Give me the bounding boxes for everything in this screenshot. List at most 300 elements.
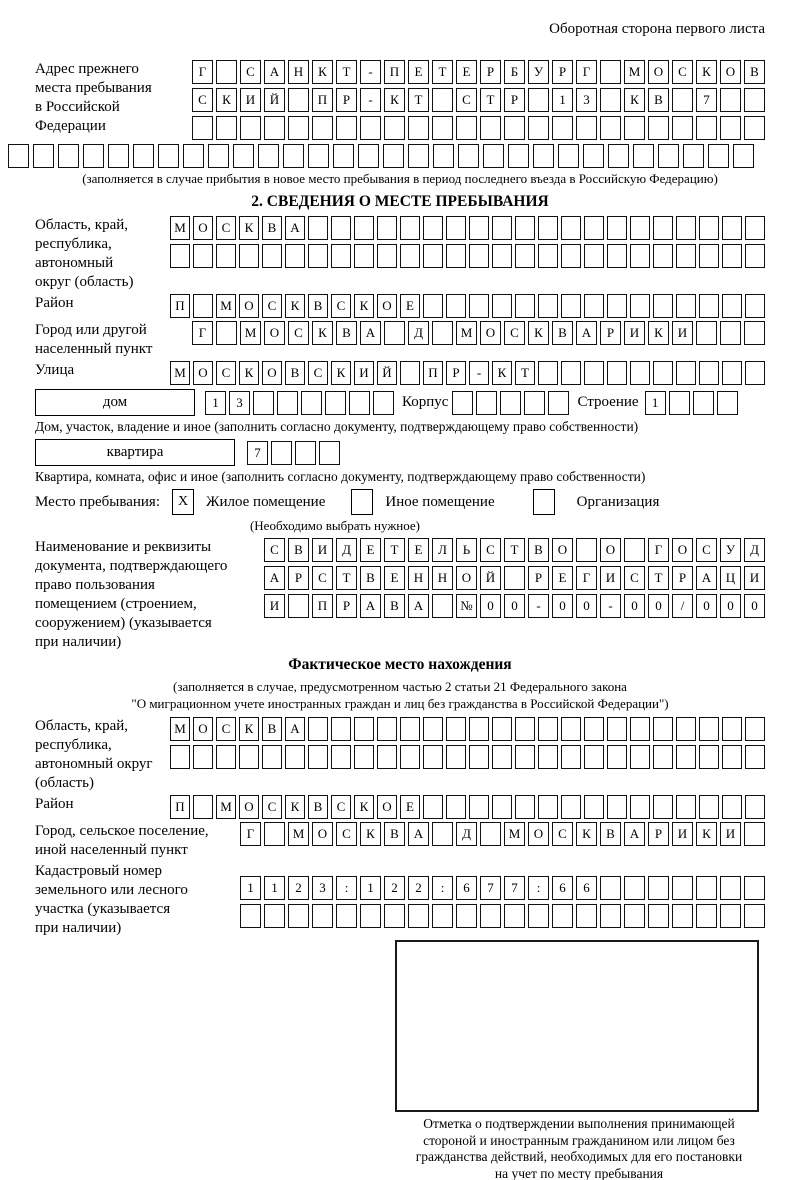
- char-cell[interactable]: Ц: [720, 566, 741, 590]
- char-cell[interactable]: [216, 244, 236, 268]
- char-cell[interactable]: Н: [288, 60, 309, 84]
- char-cell[interactable]: 1: [264, 876, 285, 900]
- char-cell[interactable]: [492, 244, 512, 268]
- char-cell[interactable]: В: [308, 294, 328, 318]
- char-cell[interactable]: Т: [648, 566, 669, 590]
- char-cell[interactable]: [722, 795, 742, 819]
- char-cell[interactable]: С: [696, 538, 717, 562]
- char-cell[interactable]: [515, 745, 535, 769]
- char-cell[interactable]: [696, 904, 717, 928]
- char-cell[interactable]: -: [360, 60, 381, 84]
- char-cell[interactable]: И: [354, 361, 374, 385]
- char-cell[interactable]: [676, 795, 696, 819]
- char-cell[interactable]: [538, 244, 558, 268]
- char-cell[interactable]: [400, 745, 420, 769]
- char-cell[interactable]: К: [285, 795, 305, 819]
- char-cell[interactable]: [600, 116, 621, 140]
- char-cell[interactable]: [492, 745, 512, 769]
- char-cell[interactable]: У: [720, 538, 741, 562]
- char-cell[interactable]: [446, 795, 466, 819]
- char-cell[interactable]: [653, 795, 673, 819]
- char-cell[interactable]: [676, 216, 696, 240]
- char-cell[interactable]: [423, 244, 443, 268]
- stay-type-checkbox-other[interactable]: [351, 489, 373, 515]
- char-cell[interactable]: [624, 538, 645, 562]
- char-cell[interactable]: О: [720, 60, 741, 84]
- char-cell[interactable]: [469, 294, 489, 318]
- char-cell[interactable]: [239, 745, 259, 769]
- char-cell[interactable]: [744, 876, 765, 900]
- char-cell[interactable]: [331, 216, 351, 240]
- char-cell[interactable]: [630, 294, 650, 318]
- char-cell[interactable]: [744, 116, 765, 140]
- char-cell[interactable]: [708, 144, 729, 168]
- char-cell[interactable]: 0: [552, 594, 573, 618]
- char-cell[interactable]: М: [216, 294, 236, 318]
- char-cell[interactable]: [600, 88, 621, 112]
- char-cell[interactable]: И: [672, 321, 693, 345]
- char-cell[interactable]: [528, 88, 549, 112]
- char-cell[interactable]: [696, 876, 717, 900]
- char-cell[interactable]: [446, 244, 466, 268]
- prev-address-row-3[interactable]: [192, 116, 765, 140]
- char-cell[interactable]: [264, 822, 285, 846]
- char-cell[interactable]: [538, 216, 558, 240]
- char-cell[interactable]: К: [696, 60, 717, 84]
- char-cell[interactable]: [745, 216, 765, 240]
- char-cell[interactable]: Г: [648, 538, 669, 562]
- char-cell[interactable]: [515, 244, 535, 268]
- char-cell[interactable]: В: [308, 795, 328, 819]
- char-cell[interactable]: [423, 795, 443, 819]
- char-cell[interactable]: С: [456, 88, 477, 112]
- char-cell[interactable]: [624, 904, 645, 928]
- char-cell[interactable]: С: [308, 361, 328, 385]
- char-cell[interactable]: М: [170, 216, 190, 240]
- char-cell[interactable]: [576, 116, 597, 140]
- char-cell[interactable]: [8, 144, 29, 168]
- char-cell[interactable]: [208, 144, 229, 168]
- region-row-1[interactable]: [170, 216, 765, 240]
- char-cell[interactable]: А: [696, 566, 717, 590]
- char-cell[interactable]: [193, 244, 213, 268]
- char-cell[interactable]: [383, 144, 404, 168]
- char-cell[interactable]: [699, 745, 719, 769]
- char-cell[interactable]: [170, 745, 190, 769]
- char-cell[interactable]: [653, 244, 673, 268]
- char-cell[interactable]: Н: [432, 566, 453, 590]
- char-cell[interactable]: [608, 144, 629, 168]
- char-cell[interactable]: В: [285, 361, 305, 385]
- char-cell[interactable]: 6: [456, 876, 477, 900]
- char-cell[interactable]: [648, 876, 669, 900]
- char-cell[interactable]: [283, 144, 304, 168]
- char-cell[interactable]: К: [576, 822, 597, 846]
- char-cell[interactable]: 3: [312, 876, 333, 900]
- char-cell[interactable]: [576, 904, 597, 928]
- char-cell[interactable]: [693, 391, 714, 415]
- char-cell[interactable]: О: [648, 60, 669, 84]
- char-cell[interactable]: [630, 745, 650, 769]
- char-cell[interactable]: [538, 717, 558, 741]
- actual-region-row-1[interactable]: [170, 717, 765, 741]
- char-cell[interactable]: [607, 361, 627, 385]
- char-cell[interactable]: В: [528, 538, 549, 562]
- char-cell[interactable]: [538, 361, 558, 385]
- char-cell[interactable]: [400, 361, 420, 385]
- char-cell[interactable]: [653, 216, 673, 240]
- char-cell[interactable]: [500, 391, 521, 415]
- char-cell[interactable]: [264, 904, 285, 928]
- char-cell[interactable]: -: [528, 594, 549, 618]
- char-cell[interactable]: [552, 116, 573, 140]
- stay-type-checkbox-organization[interactable]: [533, 489, 555, 515]
- korpus-cells[interactable]: [452, 391, 569, 415]
- prev-address-row-1[interactable]: [192, 60, 765, 84]
- char-cell[interactable]: С: [331, 795, 351, 819]
- char-cell[interactable]: [193, 745, 213, 769]
- char-cell[interactable]: [561, 717, 581, 741]
- char-cell[interactable]: [456, 116, 477, 140]
- char-cell[interactable]: [653, 717, 673, 741]
- char-cell[interactable]: К: [354, 294, 374, 318]
- char-cell[interactable]: [312, 904, 333, 928]
- char-cell[interactable]: [676, 361, 696, 385]
- char-cell[interactable]: [722, 216, 742, 240]
- char-cell[interactable]: [308, 745, 328, 769]
- char-cell[interactable]: О: [193, 216, 213, 240]
- char-cell[interactable]: К: [216, 88, 237, 112]
- char-cell[interactable]: [333, 144, 354, 168]
- char-cell[interactable]: Т: [336, 60, 357, 84]
- char-cell[interactable]: 6: [552, 876, 573, 900]
- char-cell[interactable]: -: [469, 361, 489, 385]
- char-cell[interactable]: [515, 717, 535, 741]
- char-cell[interactable]: [331, 745, 351, 769]
- char-cell[interactable]: И: [312, 538, 333, 562]
- char-cell[interactable]: Е: [552, 566, 573, 590]
- char-cell[interactable]: Р: [288, 566, 309, 590]
- char-cell[interactable]: Р: [446, 361, 466, 385]
- char-cell[interactable]: С: [240, 60, 261, 84]
- char-cell[interactable]: [384, 321, 405, 345]
- char-cell[interactable]: [288, 116, 309, 140]
- char-cell[interactable]: С: [504, 321, 525, 345]
- char-cell[interactable]: [377, 717, 397, 741]
- char-cell[interactable]: [288, 904, 309, 928]
- char-cell[interactable]: [469, 216, 489, 240]
- char-cell[interactable]: В: [552, 321, 573, 345]
- char-cell[interactable]: Р: [552, 60, 573, 84]
- char-cell[interactable]: -: [600, 594, 621, 618]
- char-cell[interactable]: Т: [515, 361, 535, 385]
- char-cell[interactable]: [696, 321, 717, 345]
- char-cell[interactable]: [561, 294, 581, 318]
- char-cell[interactable]: Р: [504, 88, 525, 112]
- char-cell[interactable]: :: [336, 876, 357, 900]
- char-cell[interactable]: С: [624, 566, 645, 590]
- char-cell[interactable]: [240, 904, 261, 928]
- char-cell[interactable]: [432, 822, 453, 846]
- char-cell[interactable]: [480, 116, 501, 140]
- char-cell[interactable]: [216, 321, 237, 345]
- char-cell[interactable]: [561, 216, 581, 240]
- prev-address-row-2[interactable]: [192, 88, 765, 112]
- char-cell[interactable]: Р: [672, 566, 693, 590]
- char-cell[interactable]: О: [193, 361, 213, 385]
- char-cell[interactable]: Г: [240, 822, 261, 846]
- char-cell[interactable]: С: [336, 822, 357, 846]
- char-cell[interactable]: К: [312, 321, 333, 345]
- char-cell[interactable]: [133, 144, 154, 168]
- char-cell[interactable]: [308, 244, 328, 268]
- char-cell[interactable]: У: [528, 60, 549, 84]
- char-cell[interactable]: С: [264, 538, 285, 562]
- char-cell[interactable]: [744, 822, 765, 846]
- char-cell[interactable]: Е: [360, 538, 381, 562]
- char-cell[interactable]: К: [239, 361, 259, 385]
- char-cell[interactable]: [312, 116, 333, 140]
- char-cell[interactable]: [722, 717, 742, 741]
- char-cell[interactable]: [423, 294, 443, 318]
- char-cell[interactable]: П: [170, 294, 190, 318]
- char-cell[interactable]: [446, 294, 466, 318]
- char-cell[interactable]: [745, 717, 765, 741]
- char-cell[interactable]: Д: [456, 822, 477, 846]
- char-cell[interactable]: [561, 244, 581, 268]
- char-cell[interactable]: С: [216, 361, 236, 385]
- char-cell[interactable]: 3: [576, 88, 597, 112]
- char-cell[interactable]: [253, 391, 274, 415]
- char-cell[interactable]: Р: [600, 321, 621, 345]
- char-cell[interactable]: [469, 795, 489, 819]
- char-cell[interactable]: [301, 391, 322, 415]
- char-cell[interactable]: [258, 144, 279, 168]
- char-cell[interactable]: Т: [432, 60, 453, 84]
- char-cell[interactable]: Т: [408, 88, 429, 112]
- char-cell[interactable]: [600, 60, 621, 84]
- char-cell[interactable]: 1: [205, 391, 226, 415]
- char-cell[interactable]: С: [552, 822, 573, 846]
- char-cell[interactable]: М: [288, 822, 309, 846]
- street-row[interactable]: [170, 361, 765, 385]
- char-cell[interactable]: [408, 144, 429, 168]
- char-cell[interactable]: [469, 745, 489, 769]
- char-cell[interactable]: О: [262, 361, 282, 385]
- char-cell[interactable]: [476, 391, 497, 415]
- char-cell[interactable]: В: [648, 88, 669, 112]
- char-cell[interactable]: Й: [377, 361, 397, 385]
- char-cell[interactable]: [384, 116, 405, 140]
- char-cell[interactable]: И: [744, 566, 765, 590]
- char-cell[interactable]: Н: [408, 566, 429, 590]
- char-cell[interactable]: С: [672, 60, 693, 84]
- char-cell[interactable]: 1: [360, 876, 381, 900]
- char-cell[interactable]: [349, 391, 370, 415]
- char-cell[interactable]: 7: [504, 876, 525, 900]
- char-cell[interactable]: [271, 441, 292, 465]
- char-cell[interactable]: [469, 717, 489, 741]
- char-cell[interactable]: [720, 876, 741, 900]
- char-cell[interactable]: В: [600, 822, 621, 846]
- char-cell[interactable]: П: [423, 361, 443, 385]
- char-cell[interactable]: [745, 745, 765, 769]
- char-cell[interactable]: С: [216, 717, 236, 741]
- char-cell[interactable]: [423, 717, 443, 741]
- char-cell[interactable]: С: [262, 795, 282, 819]
- char-cell[interactable]: [584, 795, 604, 819]
- char-cell[interactable]: 2: [288, 876, 309, 900]
- char-cell[interactable]: [360, 116, 381, 140]
- char-cell[interactable]: 2: [408, 876, 429, 900]
- char-cell[interactable]: [699, 795, 719, 819]
- char-cell[interactable]: [319, 441, 340, 465]
- char-cell[interactable]: К: [331, 361, 351, 385]
- char-cell[interactable]: 0: [576, 594, 597, 618]
- char-cell[interactable]: [699, 244, 719, 268]
- char-cell[interactable]: [504, 116, 525, 140]
- char-cell[interactable]: М: [504, 822, 525, 846]
- char-cell[interactable]: [648, 904, 669, 928]
- char-cell[interactable]: 0: [696, 594, 717, 618]
- char-cell[interactable]: А: [576, 321, 597, 345]
- char-cell[interactable]: С: [312, 566, 333, 590]
- char-cell[interactable]: [576, 538, 597, 562]
- char-cell[interactable]: 1: [552, 88, 573, 112]
- stroenie-cells[interactable]: [645, 391, 738, 415]
- char-cell[interactable]: В: [744, 60, 765, 84]
- char-cell[interactable]: К: [239, 216, 259, 240]
- char-cell[interactable]: [699, 361, 719, 385]
- char-cell[interactable]: [433, 144, 454, 168]
- char-cell[interactable]: [658, 144, 679, 168]
- region-row-2[interactable]: [170, 244, 765, 268]
- char-cell[interactable]: О: [239, 795, 259, 819]
- char-cell[interactable]: [308, 216, 328, 240]
- char-cell[interactable]: О: [456, 566, 477, 590]
- char-cell[interactable]: [722, 745, 742, 769]
- char-cell[interactable]: [216, 116, 237, 140]
- char-cell[interactable]: Г: [576, 566, 597, 590]
- char-cell[interactable]: К: [648, 321, 669, 345]
- char-cell[interactable]: В: [262, 216, 282, 240]
- char-cell[interactable]: Р: [336, 88, 357, 112]
- char-cell[interactable]: [584, 294, 604, 318]
- char-cell[interactable]: [699, 216, 719, 240]
- char-cell[interactable]: А: [285, 717, 305, 741]
- char-cell[interactable]: Б: [504, 60, 525, 84]
- char-cell[interactable]: [699, 717, 719, 741]
- char-cell[interactable]: С: [216, 216, 236, 240]
- char-cell[interactable]: [400, 244, 420, 268]
- char-cell[interactable]: И: [720, 822, 741, 846]
- char-cell[interactable]: [358, 144, 379, 168]
- char-cell[interactable]: [108, 144, 129, 168]
- char-cell[interactable]: О: [193, 717, 213, 741]
- char-cell[interactable]: [432, 594, 453, 618]
- char-cell[interactable]: [336, 904, 357, 928]
- char-cell[interactable]: [583, 144, 604, 168]
- char-cell[interactable]: [432, 116, 453, 140]
- char-cell[interactable]: [483, 144, 504, 168]
- char-cell[interactable]: В: [360, 566, 381, 590]
- char-cell[interactable]: [446, 717, 466, 741]
- char-cell[interactable]: К: [528, 321, 549, 345]
- char-cell[interactable]: [720, 116, 741, 140]
- char-cell[interactable]: 0: [480, 594, 501, 618]
- char-cell[interactable]: [262, 244, 282, 268]
- char-cell[interactable]: С: [262, 294, 282, 318]
- char-cell[interactable]: 3: [229, 391, 250, 415]
- char-cell[interactable]: Е: [408, 538, 429, 562]
- char-cell[interactable]: [696, 116, 717, 140]
- char-cell[interactable]: [552, 904, 573, 928]
- char-cell[interactable]: П: [312, 88, 333, 112]
- char-cell[interactable]: [733, 144, 754, 168]
- char-cell[interactable]: С: [480, 538, 501, 562]
- char-cell[interactable]: К: [239, 717, 259, 741]
- char-cell[interactable]: М: [624, 60, 645, 84]
- char-cell[interactable]: [423, 745, 443, 769]
- char-cell[interactable]: [216, 745, 236, 769]
- actual-district-row[interactable]: [170, 795, 765, 819]
- house-number-cells[interactable]: [205, 391, 394, 415]
- char-cell[interactable]: [285, 745, 305, 769]
- char-cell[interactable]: [745, 795, 765, 819]
- char-cell[interactable]: [744, 88, 765, 112]
- char-cell[interactable]: Г: [576, 60, 597, 84]
- char-cell[interactable]: М: [456, 321, 477, 345]
- char-cell[interactable]: [584, 717, 604, 741]
- char-cell[interactable]: В: [336, 321, 357, 345]
- char-cell[interactable]: [308, 144, 329, 168]
- char-cell[interactable]: И: [240, 88, 261, 112]
- char-cell[interactable]: К: [285, 294, 305, 318]
- char-cell[interactable]: 1: [645, 391, 666, 415]
- char-cell[interactable]: [504, 904, 525, 928]
- char-cell[interactable]: [469, 244, 489, 268]
- char-cell[interactable]: [672, 904, 693, 928]
- char-cell[interactable]: [515, 294, 535, 318]
- char-cell[interactable]: [515, 216, 535, 240]
- char-cell[interactable]: 6: [576, 876, 597, 900]
- char-cell[interactable]: И: [672, 822, 693, 846]
- char-cell[interactable]: [633, 144, 654, 168]
- char-cell[interactable]: О: [239, 294, 259, 318]
- char-cell[interactable]: [676, 294, 696, 318]
- char-cell[interactable]: [408, 116, 429, 140]
- char-cell[interactable]: С: [288, 321, 309, 345]
- char-cell[interactable]: [722, 294, 742, 318]
- char-cell[interactable]: [561, 795, 581, 819]
- char-cell[interactable]: [432, 321, 453, 345]
- char-cell[interactable]: С: [192, 88, 213, 112]
- char-cell[interactable]: [528, 904, 549, 928]
- char-cell[interactable]: [744, 321, 765, 345]
- char-cell[interactable]: [492, 294, 512, 318]
- char-cell[interactable]: Г: [192, 321, 213, 345]
- char-cell[interactable]: Е: [456, 60, 477, 84]
- char-cell[interactable]: [630, 361, 650, 385]
- cadastral-row-1[interactable]: [240, 876, 765, 900]
- document-row-2[interactable]: [264, 566, 765, 590]
- actual-city-row[interactable]: [240, 822, 765, 846]
- char-cell[interactable]: [183, 144, 204, 168]
- char-cell[interactable]: К: [312, 60, 333, 84]
- char-cell[interactable]: [354, 216, 374, 240]
- char-cell[interactable]: [676, 244, 696, 268]
- char-cell[interactable]: И: [600, 566, 621, 590]
